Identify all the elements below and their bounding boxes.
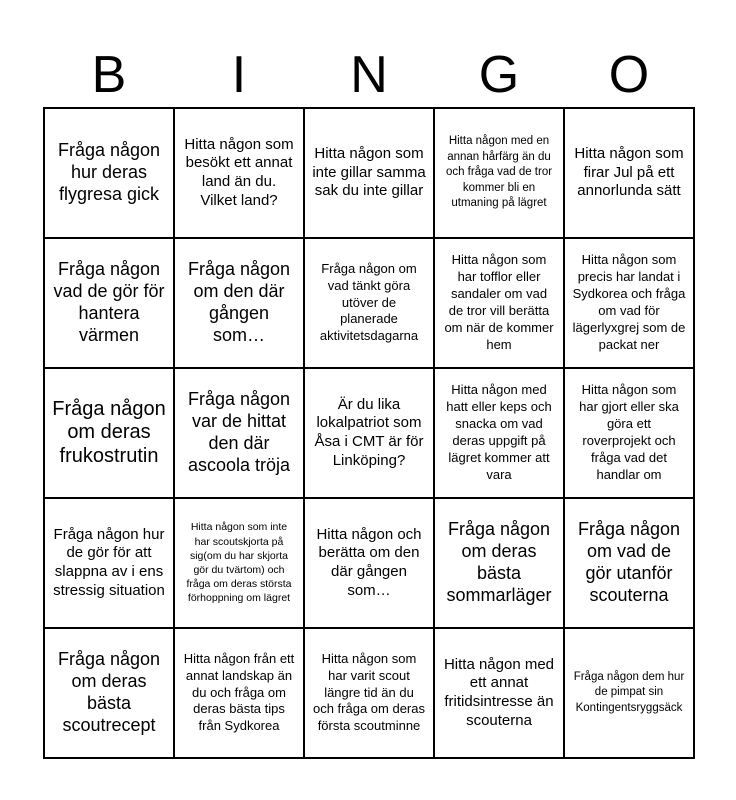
bingo-cell[interactable]	[305, 239, 435, 369]
bingo-cell[interactable]	[305, 109, 435, 239]
bingo-cell[interactable]	[45, 499, 175, 629]
bingo-cell[interactable]	[565, 109, 695, 239]
bingo-cell[interactable]	[435, 109, 565, 239]
cell-text: Hitta någon som inte har scoutskjorta på sig(om du har skjorta gör du tvärtom) och fråga om deras största förhoppning om lägret	[186, 521, 292, 605]
bingo-header	[44, 44, 694, 106]
cell-text: Fråga någon om vad tänkt göra utöver de planerade aktivitetsdagarna	[319, 260, 419, 344]
cell-text: Hitta någon som firar Jul på ett annorlunda sätt	[574, 144, 684, 200]
cell-text: Hitta någon som har varit scout längre tid än du och fråga om deras första scoutminne	[312, 650, 425, 734]
bingo-cell[interactable]	[565, 369, 695, 499]
bingo-cell[interactable]	[45, 629, 175, 759]
cell-text: Fråga någon om deras bästa scoutrecept	[57, 649, 161, 735]
bingo-cell[interactable]	[45, 109, 175, 239]
bingo-cell[interactable]	[435, 239, 565, 369]
cell-text: Fråga någon om vad de gör utanför scouterna	[577, 519, 681, 605]
cell-text: Fråga någon om den där gången som…	[187, 259, 291, 345]
bingo-cell[interactable]	[565, 629, 695, 759]
bingo-cell[interactable]	[175, 629, 305, 759]
bingo-cell[interactable]	[175, 499, 305, 629]
cell-text: Hitta någon som besökt ett annat land än du. Vilket land?	[184, 135, 294, 209]
header-letter-i: I	[231, 46, 247, 104]
cell-text: Fråga någon om deras bästa sommarläger	[446, 519, 552, 605]
cell-text: Hitta någon med hatt eller keps och snacka om vad deras uppgift på lägret kommer att vara	[446, 382, 552, 482]
bingo-cell[interactable]	[175, 109, 305, 239]
cell-text: Hitta någon från ett annat landskap än du och fråga om deras bästa tips från Sydkorea	[183, 650, 295, 734]
bingo-cell[interactable]	[435, 369, 565, 499]
header-letter-b: B	[91, 46, 127, 104]
cell-text: Hitta någon som har gjort eller ska göra ett roverprojekt och fråga vad det handlar om	[579, 382, 679, 482]
cell-text: Fråga någon hur de gör för att slappna av i ens stressig situation	[53, 525, 165, 599]
header-letter-n: N	[350, 46, 388, 104]
cell-text: Hitta någon som inte gillar samma sak du inte gillar	[312, 144, 426, 200]
bingo-cell[interactable]	[565, 239, 695, 369]
cell-text: Hitta någon med ett annat fritidsintresse än scouterna	[443, 655, 555, 729]
bingo-cell[interactable]	[175, 369, 305, 499]
bingo-cell[interactable]	[175, 239, 305, 369]
cell-text: Hitta någon med en annan hårfärg än du och fråga vad de tror kommer bli en utmaning på lägret	[445, 135, 553, 210]
cell-text: Hitta någon som har tofflor eller sandaler om vad de tror vill berätta om när de kommer hem	[444, 252, 554, 352]
header-letter-g: G	[478, 46, 520, 104]
cell-text: Fråga någon var de hittat den där ascoola tröja	[187, 389, 291, 475]
bingo-cell[interactable]	[305, 369, 435, 499]
bingo-cell[interactable]	[305, 629, 435, 759]
cell-text: Är du lika lokalpatriot som Åsa i CMT är för Linköping?	[314, 395, 424, 469]
cell-text: Fråga någon vad de gör för hantera värmen	[53, 259, 165, 345]
bingo-cell[interactable]	[435, 499, 565, 629]
bingo-cell[interactable]	[435, 629, 565, 759]
bingo-board	[43, 107, 695, 759]
bingo-cell[interactable]	[45, 369, 175, 499]
cell-text: Hitta någon och berätta om den där gången som…	[316, 525, 422, 599]
cell-text: Fråga någon om deras frukostrutin	[52, 397, 166, 467]
bingo-cell[interactable]	[305, 499, 435, 629]
cell-text: Fråga någon hur deras flygresa gick	[57, 140, 161, 204]
header-letter-o: O	[608, 46, 650, 104]
bingo-cell[interactable]	[565, 499, 695, 629]
bingo-cell[interactable]	[45, 239, 175, 369]
cell-text: Hitta någon som precis har landat i Sydkorea och fråga om vad för lägerlyxgrej som de packat ner	[572, 252, 686, 352]
cell-text: Fråga någon dem hur de pimpat sin Kontingentsryggsäck	[573, 670, 685, 714]
